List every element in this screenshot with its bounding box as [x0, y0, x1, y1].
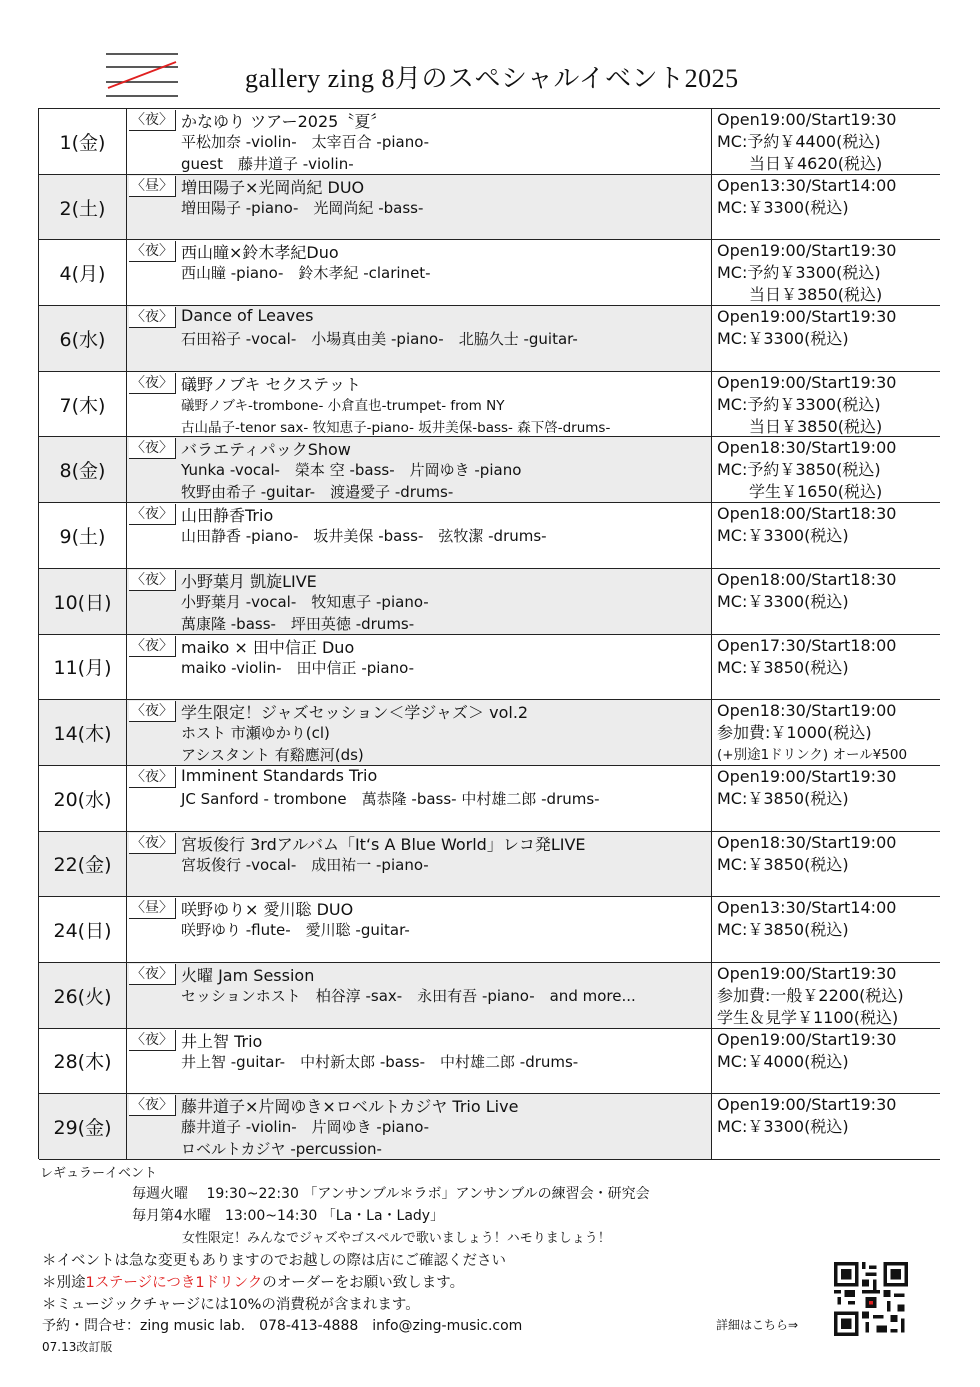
event-time: Open19:00/Start19:30 — [717, 110, 897, 129]
event-charge: MC:予約￥3300(税込) — [717, 394, 881, 414]
event-performers-line1: 平松加奈 -violin- 太宰百合 -piano- — [181, 133, 430, 151]
event-performers-line1: maiko -violin- 田中信正 -piano- — [181, 658, 414, 677]
note-drink — [42, 1271, 464, 1292]
event-charge: MC:￥3300(税込) — [717, 1117, 849, 1137]
event-performers-line2: アシスタント 有谿應河(ds) — [181, 746, 364, 765]
event-title: 井上智 Trio — [181, 1031, 263, 1051]
event-title: Dance of Leaves — [181, 306, 314, 326]
event-slot-badge: 〈夜〉 — [129, 833, 176, 854]
event-row — [39, 437, 940, 503]
event-charge-extra: 当日￥4620(税込) — [749, 154, 883, 173]
event-slot-badge: 〈夜〉 — [129, 373, 176, 394]
event-row — [39, 635, 940, 701]
event-time: Open18:30/Start19:00 — [717, 832, 897, 852]
event-row — [39, 832, 940, 898]
event-charge-extra — [717, 219, 941, 241]
event-time: Open18:30/Start19:00 — [717, 701, 897, 721]
event-row — [39, 963, 940, 1029]
event-price — [712, 832, 941, 897]
event-slot-badge: 〈夜〉 — [129, 1095, 176, 1116]
event-title: 西山瞳×鈴木孝紀Duo — [181, 243, 339, 263]
event-performers-line1: 山田静香 -piano- 坂井美保 -bass- 弦牧潔 -drums- — [181, 527, 547, 546]
event-details — [127, 766, 712, 831]
event-details — [127, 569, 712, 634]
event-price — [712, 963, 941, 1028]
regular-events-heading: レギュラーイベント — [40, 1166, 158, 1181]
event-charge-extra — [717, 941, 941, 963]
event-row — [39, 700, 940, 766]
event-price — [712, 1094, 941, 1159]
qr-code-icon[interactable] — [834, 1262, 908, 1336]
event-title: 礒野ノブキ セクステット — [181, 374, 361, 394]
event-charge: MC:￥3850(税込) — [717, 788, 849, 808]
event-price — [712, 635, 941, 700]
event-title: 増田陽子×光岡尚紀 DUO — [181, 177, 365, 197]
event-charge: MC:予約￥4400(税込) — [717, 132, 881, 151]
event-row — [39, 306, 940, 372]
event-charge: 参加費:一般￥2200(税込) — [717, 985, 904, 1005]
event-price — [712, 503, 941, 568]
event-title: 藤井道子×片岡ゆき×ロベルトカジヤ Trio Live — [181, 1097, 519, 1117]
event-title: 咲野ゆり× 愛川聡 DUO — [181, 900, 354, 920]
event-charge-extra — [717, 1073, 941, 1095]
event-row — [39, 897, 940, 963]
event-time: Open18:00/Start18:30 — [717, 569, 897, 589]
event-row — [39, 569, 940, 635]
event-performers-line1: 西山瞳 -piano- 鈴木孝紀 -clarinet- — [181, 264, 431, 283]
event-date: 10(日) — [39, 569, 127, 634]
event-performers-line1: 石田裕子 -vocal- 小場真由美 -piano- 北脇久士 -guitar- — [181, 330, 578, 349]
event-performers-line1: 礒野ノブキ-trombone- 小倉直也-trumpet- from NY — [181, 397, 505, 414]
event-charge-extra — [717, 547, 941, 569]
event-slot-badge: 〈夜〉 — [129, 636, 176, 657]
event-time: Open13:30/Start14:00 — [717, 175, 897, 195]
note-drink-highlight: 1ステージにつき1ドリンク — [85, 1275, 263, 1291]
event-charge: MC:￥3850(税込) — [717, 920, 849, 940]
event-charge-extra — [717, 679, 941, 701]
event-slot-badge: 〈夜〉 — [129, 241, 176, 262]
event-price — [712, 569, 941, 634]
event-row — [39, 372, 940, 438]
event-price — [712, 306, 941, 371]
event-time: Open19:00/Start19:30 — [717, 241, 897, 261]
event-performers-line1: JC Sanford - trombone 萬恭隆 -bass- 中村雄二郎 -drums- — [181, 789, 600, 808]
contact-info: 予約・問合せ：zing music lab. 078-413-4888 info@zing-music.com — [42, 1318, 523, 1334]
event-performers-line1: 咲野ゆり -flute- 愛川聡 -guitar- — [181, 921, 410, 940]
event-title: maiko × 田中信正 Duo — [181, 637, 355, 657]
event-details — [127, 963, 712, 1028]
event-date: 8(金) — [39, 437, 127, 502]
event-performers-line2: guest 藤井道子 -violin- — [181, 155, 354, 173]
event-price — [712, 1029, 941, 1094]
revision-label: 07.13改訂版 — [42, 1340, 113, 1354]
event-charge: MC:￥3300(税込) — [717, 329, 849, 349]
event-charge-extra — [717, 350, 941, 372]
event-price — [712, 175, 941, 240]
event-price — [712, 372, 941, 437]
event-time: Open19:00/Start19:30 — [717, 307, 897, 327]
event-price — [712, 700, 941, 765]
note-drink-prefix: ＊別途 — [42, 1275, 86, 1291]
event-charge: MC:￥3300(税込) — [717, 526, 849, 546]
event-details — [127, 1094, 712, 1159]
event-details — [127, 635, 712, 700]
event-slot-badge: 〈夜〉 — [129, 504, 176, 525]
event-title: バラエティパックShow — [181, 440, 351, 460]
event-date: 6(水) — [39, 306, 127, 371]
event-row — [39, 240, 940, 306]
note-change: ＊イベントは急な変更もありますのでお越しの際は店にご確認ください — [42, 1253, 506, 1269]
event-time: Open19:00/Start19:30 — [717, 1095, 897, 1115]
event-price — [712, 109, 941, 174]
event-details — [127, 372, 712, 437]
event-charge-extra: 学生＆見学￥1100(税込) — [717, 1007, 899, 1027]
event-date: 1(金) — [39, 109, 127, 174]
event-performers-line1: 宮坂俊行 -vocal- 成田祐一 -piano- — [181, 855, 429, 874]
event-charge-extra — [717, 810, 941, 832]
event-price — [712, 240, 941, 305]
event-charge: MC:￥3300(税込) — [717, 197, 849, 217]
event-charge-extra — [717, 613, 941, 635]
event-slot-badge: 〈夜〉 — [129, 570, 176, 591]
event-time: Open19:00/Start19:30 — [717, 766, 897, 786]
regular-event-1: 毎週火曜 19:30~22:30 「アンサンブル＊ラボ」アンサンブルの練習会・研究会 — [132, 1186, 650, 1202]
event-slot-badge: 〈夜〉 — [129, 701, 176, 722]
event-details — [127, 832, 712, 897]
regular-event-2: 毎月第4水曜 13:00~14:30 「La・La・Lady」 — [132, 1208, 445, 1224]
event-performers-line1: 小野葉月 -vocal- 牧知恵子 -piano- — [181, 592, 429, 611]
event-details — [127, 240, 712, 305]
event-date: 28(木) — [39, 1029, 127, 1094]
event-price — [712, 437, 941, 502]
event-charge-extra: 学生￥1650(税込) — [749, 482, 883, 502]
event-slot-badge: 〈夜〉 — [129, 307, 176, 328]
event-performers-line1: 井上智 -guitar- 中村新太郎 -bass- 中村雄二郎 -drums- — [181, 1052, 579, 1071]
event-title: かなゆり ツアー2025〝夏〞 — [181, 112, 387, 131]
event-date: 9(土) — [39, 503, 127, 568]
event-details — [127, 109, 712, 174]
event-title: Imminent Standards Trio — [181, 765, 378, 785]
event-performers-line2: 牧野由希子 -guitar- 渡邉愛子 -drums- — [181, 483, 454, 502]
event-charge: MC:￥3300(税込) — [717, 591, 849, 611]
event-time: Open18:30/Start19:00 — [717, 438, 897, 458]
event-time: Open19:00/Start19:30 — [717, 372, 897, 392]
event-charge-extra — [717, 1138, 941, 1160]
event-date: 26(火) — [39, 963, 127, 1028]
event-time: Open17:30/Start18:00 — [717, 635, 897, 655]
event-charge: MC:予約￥3300(税込) — [717, 263, 881, 283]
event-charge: MC:￥3850(税込) — [717, 657, 849, 677]
event-row — [39, 175, 940, 241]
event-time: Open18:00/Start18:30 — [717, 504, 897, 524]
event-details — [127, 306, 712, 371]
event-performers-line1: 藤井道子 -violin- 片岡ゆき -piano- — [181, 1118, 430, 1137]
event-row — [39, 1094, 940, 1160]
event-charge: MC:￥4000(税込) — [717, 1051, 849, 1071]
event-time: Open13:30/Start14:00 — [717, 898, 897, 918]
event-date: 11(月) — [39, 635, 127, 700]
event-charge: MC:￥3850(税込) — [717, 854, 849, 874]
event-date: 14(木) — [39, 700, 127, 765]
event-charge: 参加費:￥1000(税込) — [717, 723, 872, 743]
event-price — [712, 766, 941, 831]
event-title: 火曜 Jam Session — [181, 965, 315, 985]
event-charge-extra — [717, 876, 941, 898]
event-time: Open19:00/Start19:30 — [717, 1029, 897, 1049]
event-performers-line1: セッションホスト 柏谷淳 -sax- 永田有吾 -piano- and more... — [181, 986, 636, 1005]
event-date: 2(土) — [39, 175, 127, 240]
event-slot-badge: 〈夜〉 — [129, 110, 176, 131]
event-row — [39, 1029, 940, 1095]
event-details — [127, 175, 712, 240]
event-row — [39, 503, 940, 569]
event-title: 山田静香Trio — [181, 506, 274, 526]
event-details — [127, 503, 712, 568]
event-charge: MC:予約￥3850(税込) — [717, 460, 881, 480]
note-drink-suffix: のオーダーをお願い致します。 — [262, 1275, 465, 1291]
event-charge-extra: (+別途1ドリンク) オール¥500 — [717, 747, 908, 764]
event-performers-line1: Yunka -vocal- 榮本 空 -bass- 片岡ゆき -piano — [181, 461, 522, 480]
event-title: 学生限定！ジャズセッション＜学ジャズ＞ vol.2 — [181, 703, 529, 723]
event-performers-line1: ホスト 市瀬ゆかり(cl) — [181, 724, 330, 743]
event-slot-badge: 〈昼〉 — [129, 176, 176, 197]
event-date: 7(木) — [39, 372, 127, 437]
event-date: 4(月) — [39, 240, 127, 305]
event-title: 小野葉月 凱旋LIVE — [181, 571, 317, 591]
event-performers-line2: 萬康隆 -bass- 坪田英徳 -drums- — [181, 614, 415, 633]
qr-label: 詳細はこちら⇒ — [716, 1318, 799, 1332]
event-slot-badge: 〈夜〉 — [129, 1030, 176, 1051]
event-date: 22(金) — [39, 832, 127, 897]
event-date: 29(金) — [39, 1094, 127, 1159]
event-slot-badge: 〈昼〉 — [129, 898, 176, 919]
event-details — [127, 437, 712, 502]
event-slot-badge: 〈夜〉 — [129, 964, 176, 985]
event-date: 24(日) — [39, 897, 127, 962]
event-row — [39, 766, 940, 832]
event-row — [39, 109, 940, 175]
event-details — [127, 1029, 712, 1094]
event-time: Open19:00/Start19:30 — [717, 963, 897, 983]
note-tax: ＊ミュージックチャージには10%の消費税が含まれます。 — [42, 1297, 420, 1313]
event-performers-line1: 増田陽子 -piano- 光岡尚紀 -bass- — [181, 198, 424, 217]
event-charge-extra: 当日￥3850(税込) — [749, 416, 883, 436]
page-title: gallery zing 8月のスペシャルイベント2025 — [245, 64, 739, 93]
event-schedule — [38, 108, 940, 1159]
event-slot-badge: 〈夜〉 — [129, 438, 176, 459]
event-charge-extra: 当日￥3850(税込) — [749, 285, 883, 305]
event-price — [712, 897, 941, 962]
event-performers-line2: 古山晶子-tenor sax- 牧知恵子-piano- 坂井美保-bass- 森下啓-drums- — [181, 419, 611, 436]
event-details — [127, 897, 712, 962]
event-date: 20(水) — [39, 766, 127, 831]
event-details — [127, 700, 712, 765]
event-title: 宮坂俊行 3rdアルバム「It‘s A Blue World」レコ発LIVE — [181, 834, 586, 854]
event-slot-badge: 〈夜〉 — [129, 767, 176, 788]
regular-event-2-note: 女性限定！みんなでジャズやゴスペルで歌いましょう！ハモりましょう！ — [182, 1231, 611, 1246]
gallery-logo — [104, 52, 180, 98]
event-performers-line2: ロベルトカジヤ -percussion- — [181, 1140, 382, 1159]
